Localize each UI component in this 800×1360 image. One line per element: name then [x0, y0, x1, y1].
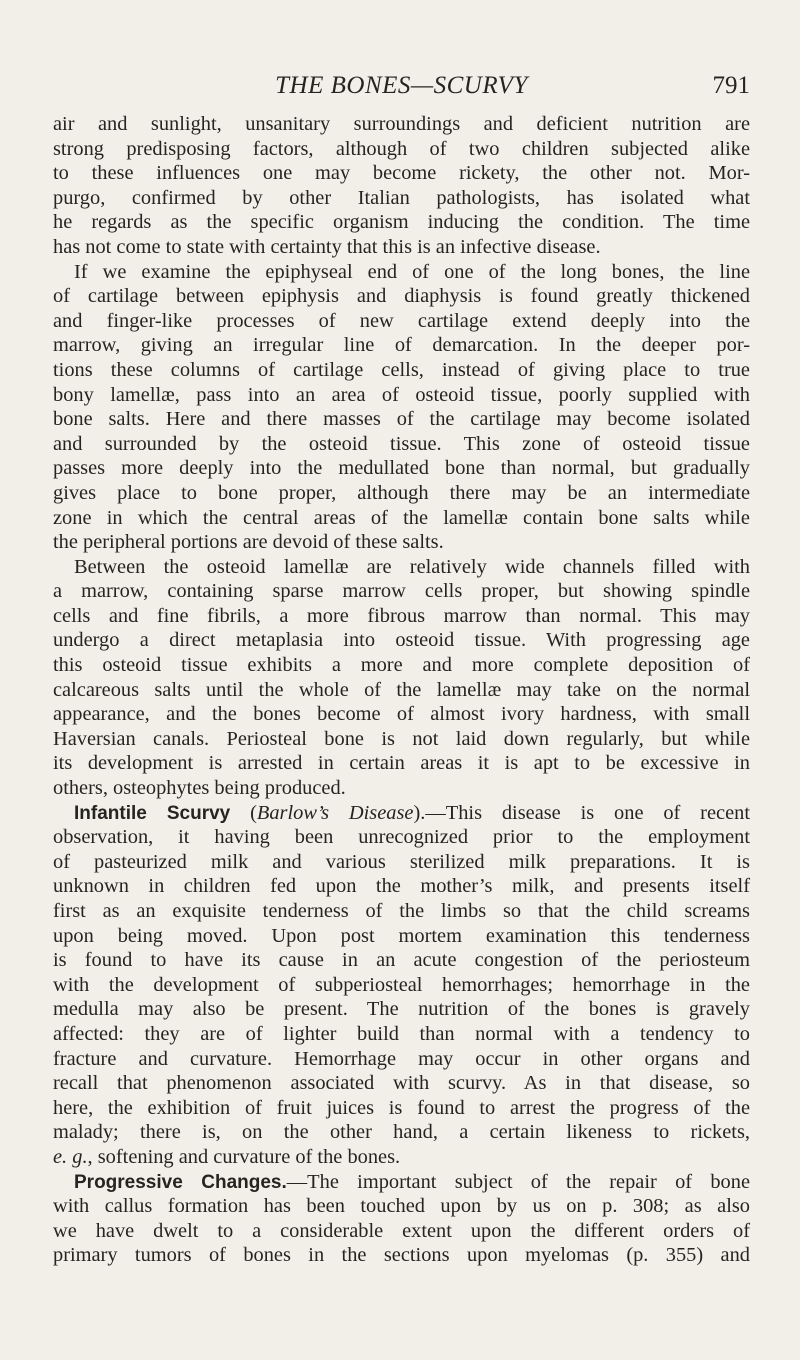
text-run: zone in which the central areas of the lamellæ contain bone salts while [53, 506, 750, 529]
text-run: of cartilage between epiphysis and diaphysis is found greatly thickened [53, 285, 750, 308]
text-line [53, 973, 750, 998]
text-line [53, 260, 750, 285]
text-line [53, 456, 750, 481]
text-line [53, 899, 750, 924]
text-line [53, 579, 750, 604]
text-line [53, 137, 750, 162]
text-run: to these influences one may become rickety, the other not. Mor- [53, 162, 750, 185]
text-line [53, 506, 750, 531]
text-line [53, 776, 750, 801]
text-line [53, 210, 750, 235]
text-line [53, 678, 750, 703]
text-line [53, 1047, 750, 1072]
text-line [53, 432, 750, 457]
text-line [53, 751, 750, 776]
text-line [53, 1120, 750, 1145]
text-run: ( [230, 801, 257, 824]
text-line [53, 235, 750, 260]
text-run: and surrounded by the osteoid tissue. This zone of osteoid tissue [53, 432, 750, 455]
text-line [53, 997, 750, 1022]
text-run: is found to have its cause in an acute congestion of the periosteum [53, 949, 750, 972]
text-run: medulla may also be present. The nutrition of the bones is gravely [53, 998, 750, 1021]
text-line [53, 407, 750, 432]
text-line [53, 1145, 750, 1170]
text-line [53, 628, 750, 653]
text-run: with the development of subperiosteal hemorrhages; hemorrhage in the [53, 973, 750, 996]
text-line [53, 1022, 750, 1047]
text-line [53, 1219, 750, 1244]
text-run: with callus formation has been touched upon by us on p. 308; as also [53, 1195, 750, 1218]
text-line [53, 186, 750, 211]
text-run: and finger-like processes of new cartilage extend deeply into the [53, 309, 750, 332]
text-line [53, 948, 750, 973]
text-line [53, 604, 750, 629]
text-run: malady; there is, on the other hand, a certain likeness to rickets, [53, 1121, 750, 1144]
text-line [53, 702, 750, 727]
text-run: this osteoid tissue exhibits a more and more complete deposition of [53, 654, 750, 677]
running-head [53, 70, 750, 102]
text-run: has not come to state with certainty that this is an infective disease. [53, 235, 601, 258]
text-line [53, 825, 750, 850]
text-run: he regards as the specific organism inducing the condition. The time [53, 211, 750, 234]
text-line [53, 358, 750, 383]
text-line [53, 161, 750, 186]
body-text [53, 112, 750, 1268]
text-run: others, osteophytes being produced. [53, 777, 346, 800]
text-line [53, 1170, 750, 1195]
text-run: primary tumors of bones in the sections upon myelomas (p. 355) and [53, 1244, 750, 1267]
text-run: the peripheral portions are devoid of these salts. [53, 531, 444, 554]
text-run: bony lamellæ, pass into an area of osteoid tissue, poorly supplied with [53, 383, 750, 406]
running-title: THE BONES—SCURVY [275, 72, 528, 99]
italic-text: e. g. [53, 1145, 88, 1168]
text-run: purgo, confirmed by other Italian pathologists, has isolated what [53, 186, 750, 209]
text-run: passes more deeply into the medullated bone than normal, but gradually [53, 457, 750, 480]
text-run: unknown in children fed upon the mother’s milk, and presents itself [53, 875, 750, 898]
text-run: upon being moved. Upon post mortem examination this tenderness [53, 924, 750, 947]
text-line [53, 1243, 750, 1268]
text-line [53, 850, 750, 875]
text-line [53, 924, 750, 949]
text-run: here, the exhibition of fruit juices is found to arrest the progress of the [53, 1096, 750, 1119]
text-line [53, 333, 750, 358]
text-run: strong predisposing factors, although of two children subjected alike [53, 137, 750, 160]
text-run: If we examine the epiphyseal end of one of the long bones, the line [74, 260, 750, 283]
text-run: we have dwelt to a considerable extent upon the different orders of [53, 1219, 750, 1242]
text-line [53, 1096, 750, 1121]
text-run: calcareous salts until the whole of the lamellæ may take on the normal [53, 678, 750, 701]
text-run: cells and fine fibrils, a more fibrous marrow than normal. This may [53, 604, 750, 627]
text-run: undergo a direct metaplasia into osteoid tissue. With progressing age [53, 629, 750, 652]
text-line [53, 481, 750, 506]
text-run: of pasteurized milk and various sterilized milk preparations. It is [53, 850, 750, 873]
text-run: —The important subject of the repair of bone [286, 1170, 750, 1193]
text-run: recall that phenomenon associated with scurvy. As in that disease, so [53, 1072, 750, 1095]
page-number: 791 [712, 72, 750, 99]
text-run: air and sunlight, unsanitary surroundings and deficient nutrition are [53, 113, 750, 135]
text-run: appearance, and the bones become of almost ivory hardness, with small [53, 703, 750, 726]
text-line [53, 530, 750, 555]
text-line [53, 112, 750, 137]
text-line [53, 1194, 750, 1219]
run-in-heading: Progressive Changes. [74, 1171, 287, 1193]
text-line [53, 555, 750, 580]
text-run: tions these columns of cartilage cells, instead of giving place to true [53, 358, 750, 381]
run-in-heading: Infantile Scurvy [74, 802, 231, 824]
text-line [53, 284, 750, 309]
text-run: affected: they are of lighter build than normal with a tendency to [53, 1022, 750, 1045]
text-line [53, 309, 750, 334]
text-line [53, 727, 750, 752]
text-run: marrow, giving an irregular line of demarcation. In the deeper por- [53, 334, 750, 357]
text-run: its development is arrested in certain areas it is apt to be excessive in [53, 752, 750, 775]
text-run: Between the osteoid lamellæ are relatively wide channels filled with [74, 555, 750, 578]
text-run: gives place to bone proper, although there may be an intermediate [53, 481, 750, 504]
text-run: Haversian canals. Periosteal bone is not laid down regularly, but while [53, 727, 750, 750]
text-line [53, 801, 750, 826]
text-line [53, 1071, 750, 1096]
text-run: a marrow, containing sparse marrow cells proper, but showing spindle [53, 580, 750, 603]
text-run: ).—This disease is one of recent [413, 801, 750, 824]
text-run: , softening and curvature of the bones. [87, 1145, 401, 1168]
text-run: first as an exquisite tenderness of the limbs so that the child screams [53, 900, 750, 922]
text-line [53, 383, 750, 408]
italic-text: Barlow’s Disease [256, 801, 414, 824]
text-run: fracture and curvature. Hemorrhage may occur in other organs and [53, 1047, 750, 1070]
text-line [53, 653, 750, 678]
text-run: observation, it having been unrecognized prior to the employment [53, 826, 750, 849]
text-run: bone salts. Here and there masses of the cartilage may become isolated [53, 408, 750, 431]
text-line [53, 874, 750, 899]
